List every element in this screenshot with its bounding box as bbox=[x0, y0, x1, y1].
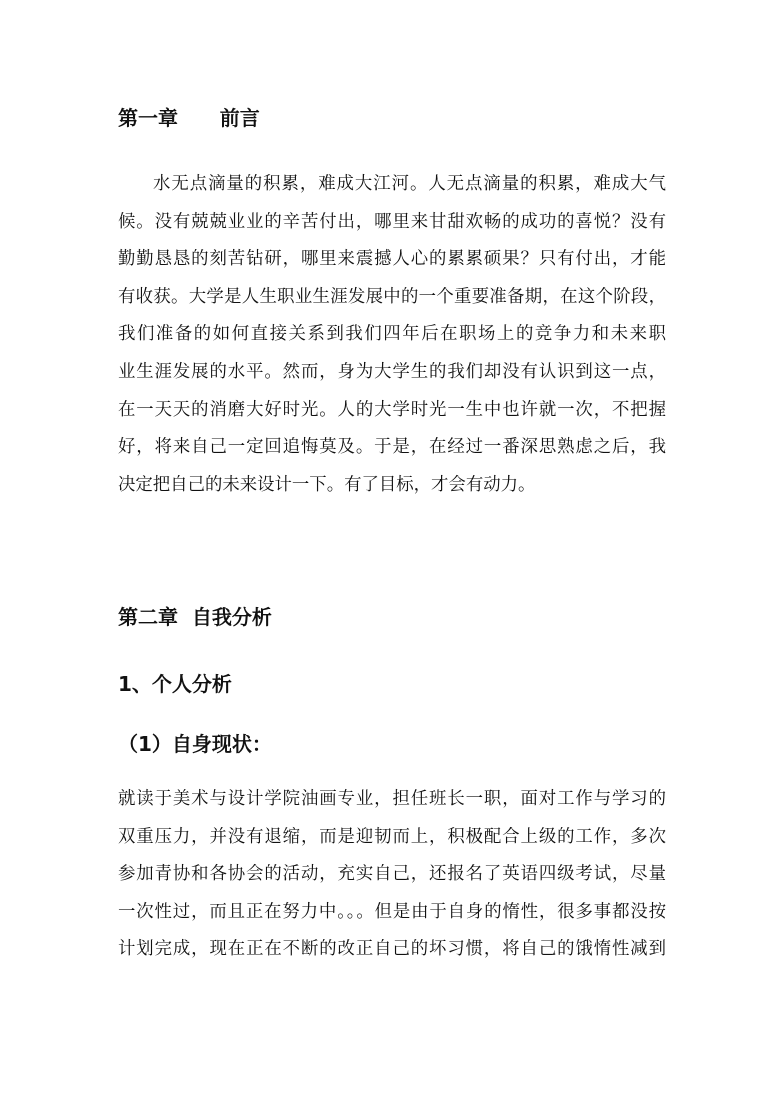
chapter-1-title: 第一章 前言 bbox=[118, 106, 260, 130]
paragraph-line: 在一天天的消磨大好时光。人的大学时光一生中也许就一次，不把握 bbox=[118, 399, 666, 420]
paragraph-line: 业生涯发展的水平。然而，身为大学生的我们却没有认识到这一点， bbox=[118, 361, 666, 382]
paragraph-line: 候。没有兢兢业业的辛苦付出，哪里来甘甜欢畅的成功的喜悦？没有 bbox=[118, 211, 666, 232]
paragraph-line: 计划完成，现在正在不断的改正自己的坏习惯，将自己的饿惰性减到 bbox=[118, 939, 666, 960]
self-status-paragraph bbox=[118, 781, 666, 969]
paragraph-line: 就读于美术与设计学院油画专业，担任班长一职，面对工作与学习的 bbox=[118, 789, 666, 809]
section-1-title: 1、个人分析 bbox=[118, 672, 232, 696]
chapter-2-title: 第二章 自我分析 bbox=[118, 605, 272, 629]
paragraph-line: 一次性过，而且正在努力中。。。但是由于自身的惰性，很多事都没按 bbox=[118, 901, 666, 922]
paragraph-line: 有收获。大学是人生职业生涯发展中的一个重要准备期，在这个阶段， bbox=[118, 286, 666, 307]
paragraph-line: 决定把自己的未来设计一下。有了目标，才会有动力。 bbox=[118, 474, 536, 495]
paragraph-line: 我们准备的如何直接关系到我们四年后在职场上的竞争力和未来职 bbox=[118, 324, 666, 345]
paragraph-line: 勤勤恳恳的刻苦钻研，哪里来震撼人心的累累硕果？只有付出，才能 bbox=[118, 249, 666, 270]
paragraph-line: 双重压力，并没有退缩，而是迎韧而上，积极配合上级的工作，多次 bbox=[118, 826, 666, 847]
paragraph-line: 好，将来自己一定回追悔莫及。于是，在经过一番深思熟虑之后，我 bbox=[118, 437, 666, 458]
subsection-1-title: （1）自身现状： bbox=[118, 732, 272, 756]
paragraph-line: 水无点滴量的积累，难成大江河。人无点滴量的积累，难成大气 bbox=[153, 174, 666, 194]
chapter-1-intro-paragraph bbox=[118, 166, 666, 504]
paragraph-line: 参加青协和各协会的活动，充实自己，还报名了英语四级考试，尽量 bbox=[118, 864, 666, 885]
